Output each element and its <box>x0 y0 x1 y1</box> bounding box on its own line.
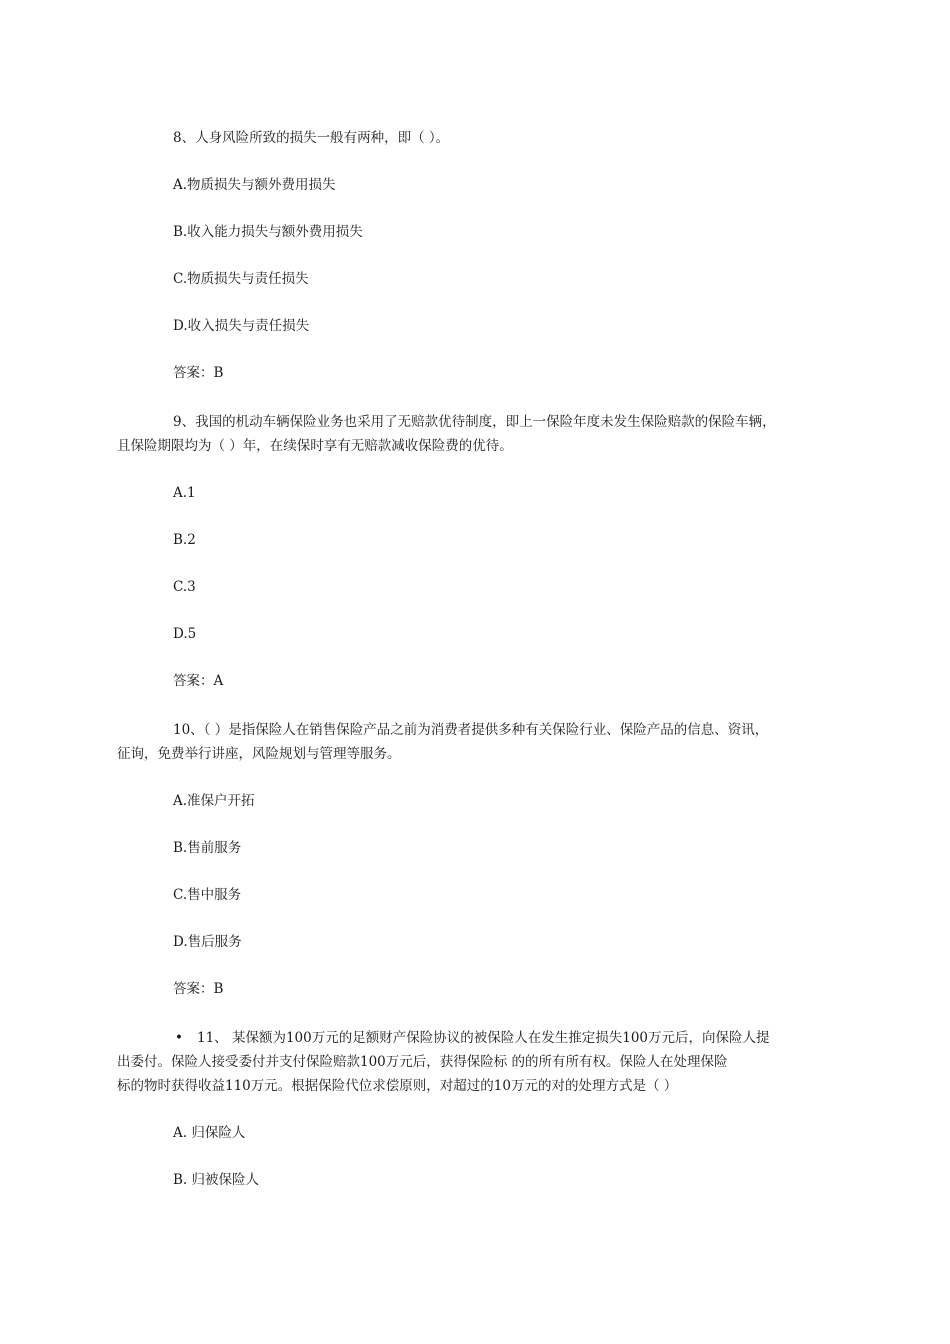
q9-stem-line2: 且保险期限均为（ ）年，在续保时享有无赔款减收保险费的优待。 <box>117 438 513 454</box>
q9-option-d: D.5 <box>173 626 197 642</box>
bullet-icon: • <box>175 1030 183 1046</box>
q11-stem-line1: 11、 某保额为100万元的足额财产保险协议的被保险人在发生推定损失100万元后，向保险人提 <box>197 1030 770 1046</box>
q10-stem-line2: 征询，免费举行讲座，风险规划与管理等服务。 <box>117 746 401 762</box>
q11-stem-line2: 出委付。保险人接受委付并支付保险赔款100万元后，获得保险标 的的所有所有权。保险人在处理保险 <box>117 1054 728 1070</box>
q8-option-c: C.物质损失与责任损失 <box>173 271 309 287</box>
q11-option-a: A. 归保险人 <box>173 1125 246 1141</box>
q8-option-b: B.收入能力损失与额外费用损失 <box>173 224 363 240</box>
q8-answer: 答案：B <box>173 365 224 381</box>
q9-option-b: B.2 <box>173 532 196 548</box>
q10-option-b: B.售前服务 <box>173 840 242 856</box>
q9-stem-line1: 9、我国的机动车辆保险业务也采用了无赔款优待制度，即上一保险年度未发生保险赔款的保险车辆， <box>173 414 776 430</box>
q8-stem: 8、人身风险所致的损失一般有两种，即（ ）。 <box>173 130 450 146</box>
q10-option-a: A.准保户开拓 <box>173 793 255 809</box>
q11-stem-line3: 标的物时获得收益110万元。根据保险代位求偿原则，对超过的10万元的对的处理方式是（ ） <box>117 1078 678 1094</box>
q11-stem-line1-row <box>117 1026 825 1050</box>
q9-option-c: C.3 <box>173 579 196 595</box>
q10-stem-line1: 10、（ ）是指保险人在销售保险产品之前为消费者提供多种有关保险行业、保险产品的信息、资讯， <box>173 722 769 738</box>
q8-option-a: A.物质损失与额外费用损失 <box>173 177 336 193</box>
q10-option-d: D.售后服务 <box>173 934 242 950</box>
q8-option-d: D.收入损失与责任损失 <box>173 318 310 334</box>
q9-option-a: A.1 <box>173 485 196 501</box>
q10-option-c: C.售中服务 <box>173 887 242 903</box>
q10-answer: 答案：B <box>173 981 224 997</box>
q11-option-b: B. 归被保险人 <box>173 1172 260 1188</box>
q9-answer: 答案：A <box>173 673 224 689</box>
